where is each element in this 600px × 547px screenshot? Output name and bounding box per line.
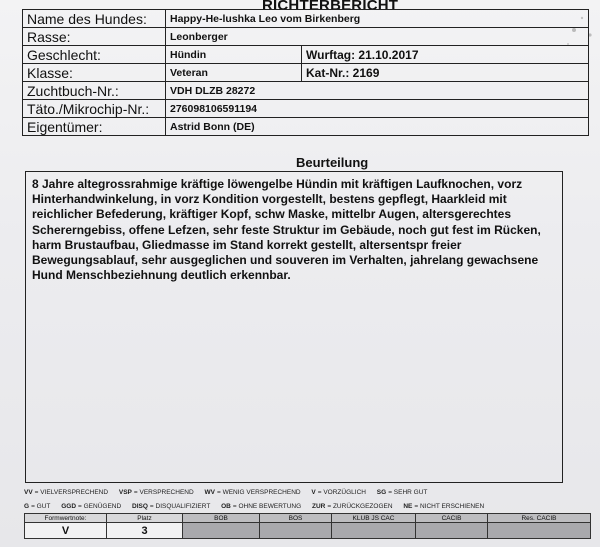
row-sex: [23, 46, 589, 64]
sex-value: Hündin: [166, 46, 302, 64]
class-value: Veteran: [166, 64, 302, 82]
header-bob: BOB: [183, 514, 260, 523]
row-breed: [23, 28, 589, 46]
row-chip: [23, 100, 589, 118]
klub-cac-value: [332, 523, 416, 539]
breed-value: Leonberger: [166, 28, 589, 46]
document-title: RICHTERBERICHT: [262, 0, 399, 14]
results-header-row: [25, 514, 591, 523]
row-studbook: [23, 82, 589, 100]
catalog-number: Kat-Nr.: 2169: [302, 64, 589, 82]
header-place: Platz: [107, 514, 183, 523]
header-grade: Formwertnote:: [25, 514, 107, 523]
assessment-heading: Beurteilung: [296, 155, 369, 170]
legend-row-1: [24, 489, 584, 496]
name-label: Name des Hundes:: [23, 10, 166, 28]
class-label: Klasse:: [23, 64, 166, 82]
row-owner: [23, 118, 589, 136]
show-day: Wurftag: 21.10.2017: [302, 46, 589, 64]
chip-label: Täto./Mikrochip-Nr.:: [23, 100, 166, 118]
legend-item: VV = VIELVERSPRECHEND: [24, 489, 109, 496]
legend-item: NE = NICHT ERSCHIENEN: [403, 503, 485, 510]
cacib-value: [416, 523, 488, 539]
legend-item: VSP = VERSPRECHEND: [118, 489, 194, 496]
legend-item: GGD = GENÜGEND: [61, 503, 122, 510]
studbook-label: Zuchtbuch-Nr.:: [23, 82, 166, 100]
legend-item: SG = SEHR GUT: [376, 489, 428, 496]
legend-item: G = GUT: [24, 503, 51, 510]
header-bos: BOS: [260, 514, 332, 523]
header-klub-cac: KLUB JS CAC: [332, 514, 416, 523]
owner-value: Astrid Bonn (DE): [166, 118, 589, 136]
legend-item: V = VORZÜGLICH: [311, 489, 366, 496]
bos-value: [260, 523, 332, 539]
results-value-row: [25, 523, 591, 539]
legend-item: DISQ = DISQUALIFIZIERT: [132, 503, 211, 510]
assessment-text: 8 Jahre altegrossrahmige kräftige löwengelbe Hündin mit kräftigen Laufknochen, vorz Hinterhandwinkelung, in vorz Kondition vorgestellt, bestens gepflegt, Haarkleid mit reichlicher Befederung, kräftiger Kopf, schw Maske, mittelbr Augen, altersgerechtes Schererngebiss, offene Lefzen, sehr feste Struktur im Gebäude, noch gut fest im Rücken, harm Brustaufbau, Gliedmasse im Stand korrekt gestellt, altersentspr freier Bewegungsablauf, sehr ausgeglichen und souveren im Verhalten, jahrelang gewachsene Hund Menschbeziehnung deutlich erkennbar.: [32, 177, 541, 283]
header-cacib: CACIB: [416, 514, 488, 523]
bob-value: [183, 523, 260, 539]
owner-label: Eigentümer:: [23, 118, 166, 136]
dog-details-table: [22, 9, 589, 136]
sex-label: Geschlecht:: [23, 46, 166, 64]
legend-item: OB = OHNE BEWERTUNG: [221, 503, 302, 510]
legend-item: WV = WENIG VERSPRECHEND: [204, 489, 301, 496]
chip-value: 276098106591194: [166, 100, 589, 118]
studbook-value: VDH DLZB 28272: [166, 82, 589, 100]
row-class: [23, 64, 589, 82]
row-name: [23, 10, 589, 28]
legend-item: ZUR = ZURÜCKGEZOGEN: [312, 503, 393, 510]
assessment-text-box: [25, 171, 563, 483]
res-cacib-value: [488, 523, 591, 539]
grade-value: V: [25, 523, 107, 539]
legend-row-2: [24, 503, 584, 510]
results-table: [24, 513, 591, 539]
breed-label: Rasse:: [23, 28, 166, 46]
place-value: 3: [107, 523, 183, 539]
name-value: Happy-He-lushka Leo vom Birkenberg: [166, 10, 589, 28]
header-res-cacib: Res. CACIB: [488, 514, 591, 523]
